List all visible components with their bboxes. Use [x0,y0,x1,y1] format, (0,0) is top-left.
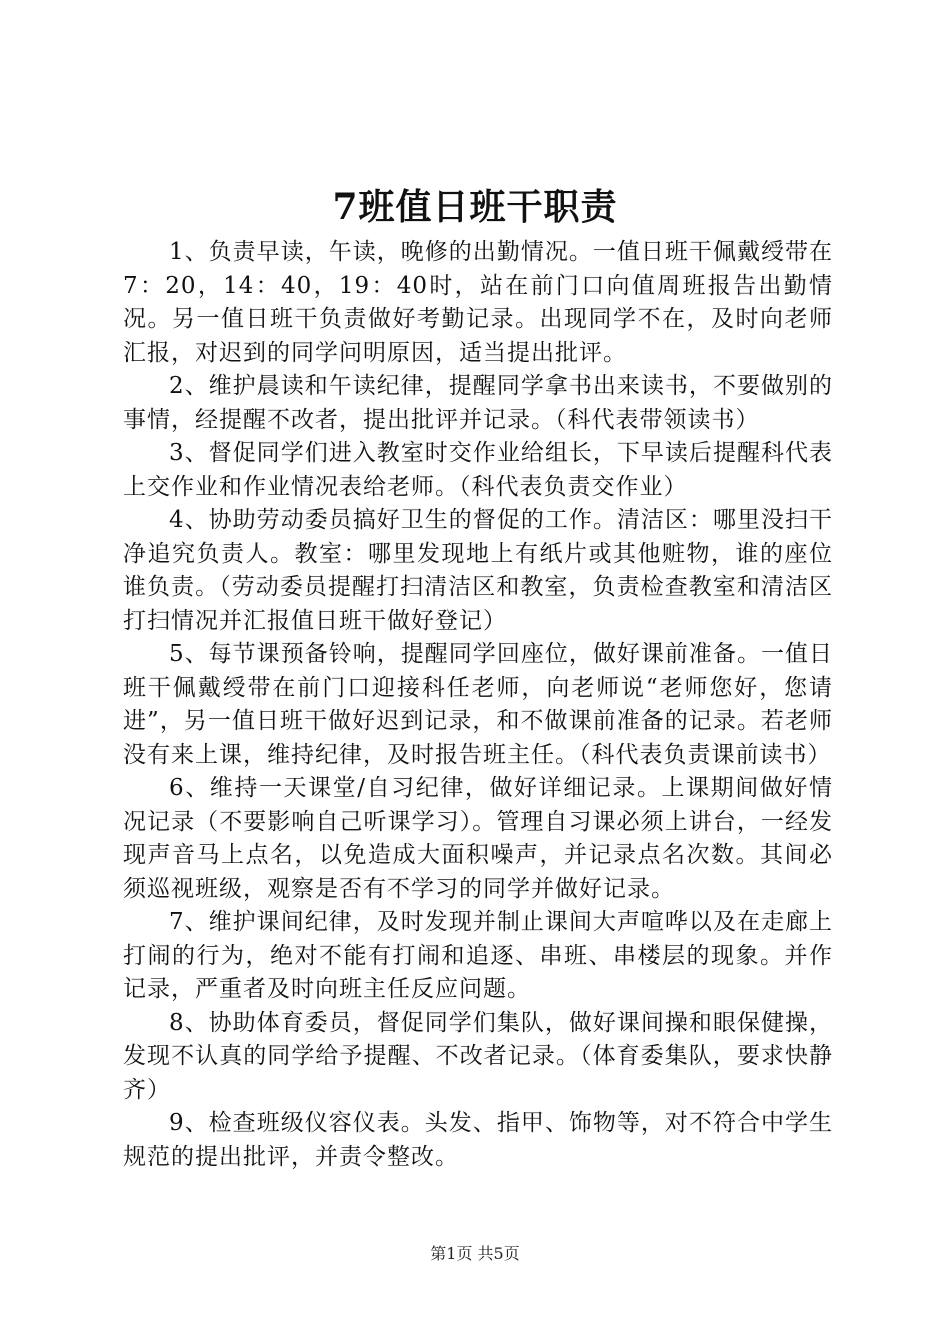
document-title: 7班值日班干职责 [332,186,618,228]
duty-item-2: 2、维护晨读和午读纪律，提醒同学拿书出来读书，不要做别的事情，经提醒不改者，提出批评并记录。（科代表带领读书） [123,373,833,433]
page-number-footer: 第1页 共5页 [430,1244,520,1263]
document-body [123,236,833,1174]
duty-item-4: 4、协助劳动委员搞好卫生的督促的工作。清洁区：哪里没扫干净追究负责人。教室：哪里发现地上有纸片或其他赃物，谁的座位谁负责。（劳动委员提醒打扫清洁区和教室，负责检查教室和清洁区打扫情况并汇报值日班干做好登记） [123,507,833,634]
duty-item-1: 1、负责早读，午读，晚修的出勤情况。一值日班干佩戴绶带在7：20，14：40，19：40时，站在前门口向值周班报告出勤情况。另一值日班干负责做好考勤记录。出现同学不在，及时向老师汇报，对迟到的同学问明原因，适当提出批评。 [123,239,833,366]
duty-item-7: 7、维护课间纪律，及时发现并制止课间大声喧哗以及在走廊上打闹的行为，绝对不能有打闹和追逐、串班、串楼层的现象。并作记录，严重者及时向班主任反应问题。 [123,909,833,1002]
duty-item-6: 6、维持一天课堂/自习纪律，做好详细记录。上课期间做好情况记录（不要影响自己听课学习）。管理自习课必须上讲台，一经发现声音马上点名，以免造成大面积噪声，并记录点名次数。其间必须巡视班级，观察是否有不学习的同学并做好记录。 [123,775,833,902]
duty-item-8: 8、协助体育委员，督促同学们集队，做好课间操和眼保健操，发现不认真的同学给予提醒、不改者记录。（体育委集队，要求快静齐） [123,1009,833,1103]
duty-item-9: 9、检查班级仪容仪表。头发、指甲、饰物等，对不符合中学生规范的提出批评，并责令整改。 [123,1110,833,1170]
duty-item-5: 5、每节课预备铃响，提醒同学回座位，做好课前准备。一值日班干佩戴绶带在前门口迎接科任老师，向老师说“老师您好，您请进”，另一值日班干做好迟到记录，和不做课前准备的记录。若老师没有来上课，维持纪律，及时报告班主任。（科代表负责课前读书） [123,641,833,768]
duty-item-3: 3、督促同学们进入教室时交作业给组长，下早读后提醒科代表上交作业和作业情况表给老师。（科代表负责交作业） [123,440,833,500]
